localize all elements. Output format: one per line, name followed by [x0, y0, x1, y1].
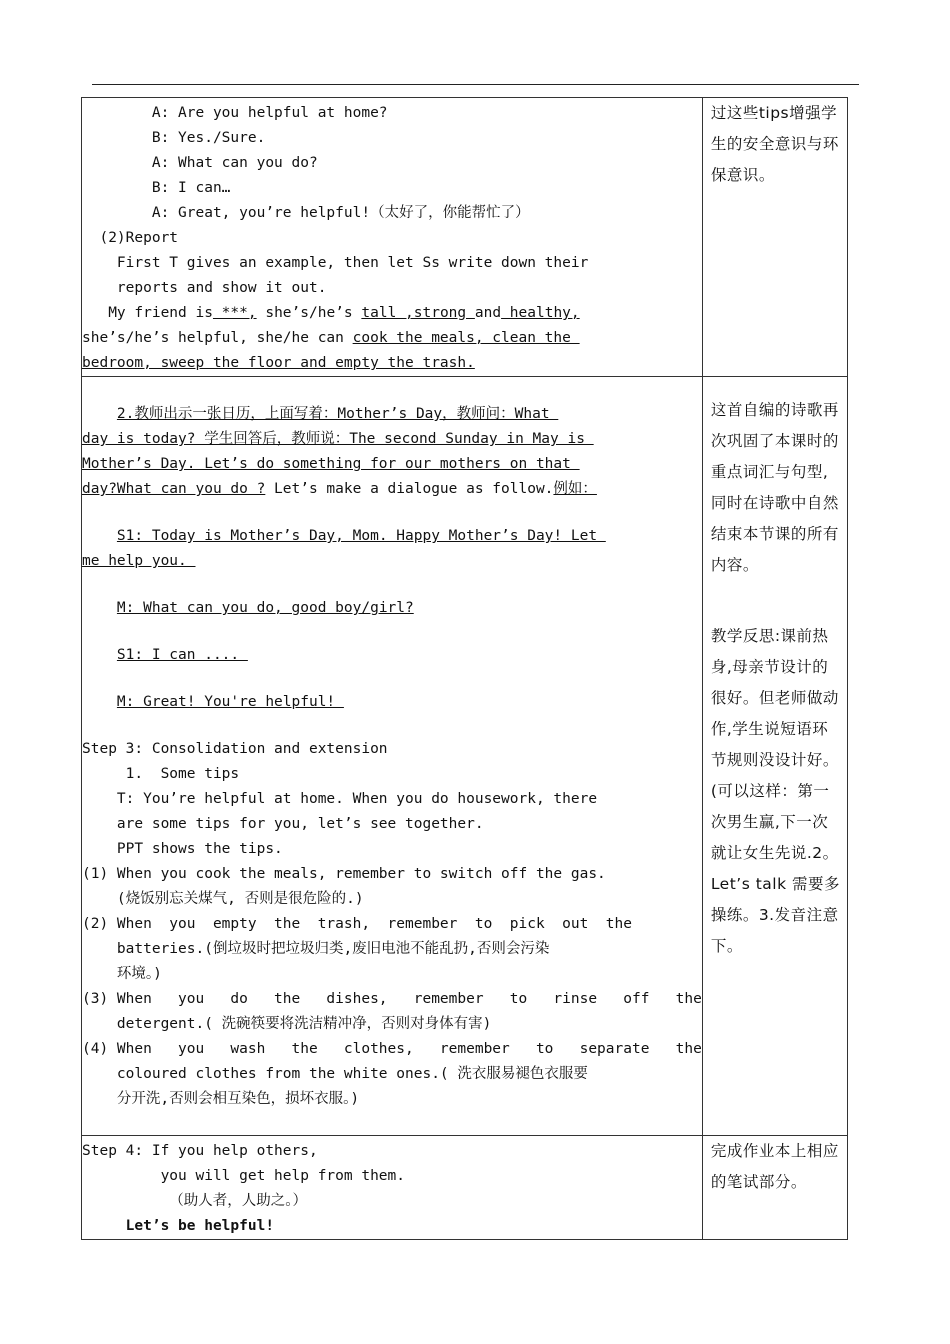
text-line: 1. Some tips — [82, 766, 240, 782]
text-line: PPT shows the tips. — [82, 841, 283, 857]
closing-line: Let’s be helpful! — [82, 1218, 275, 1234]
text-line: (2)Report — [82, 230, 179, 246]
report-example-line: My friend is ***, she’s/he’s tall ,strong and healthy, — [82, 305, 580, 321]
text-line: detergent.( 洗碗筷要将洗洁精冲净，否则对身体有害) — [82, 1016, 492, 1032]
text-line: (烧饭别忘关煤气, 否则是很危险的.) — [82, 891, 364, 907]
dialogue-line: M: What can you do, good boy/girl? — [116, 600, 414, 616]
table-row — [82, 98, 848, 377]
text-line: 2.教师出示一张日历，上面写着：Mother’s Day，教师问：What — [116, 406, 559, 422]
note-text: 这首自编的诗歌再次巩固了本课时的重点词汇与句型,同时在诗歌中自然结束本节课的所有内容。 — [710, 401, 839, 574]
text-line: B: Yes./Sure. — [82, 130, 266, 146]
text-line: Step 3: Consolidation and extension — [82, 741, 388, 757]
text-line: （助人者，人助之。） — [82, 1193, 308, 1209]
note-cell — [702, 98, 847, 377]
report-example-line: she’s/he’s helpful, she/he can cook the meals, clean the — [82, 330, 580, 346]
text-line: B: I can… — [82, 180, 231, 196]
dialogue-line: S1: I can .... — [116, 647, 248, 663]
text-line: A: Are you helpful at home? — [82, 105, 388, 121]
dialogue-line: S1: Today is Mother’s Day, Mom. Happy Mother’s Day! Let — [116, 528, 606, 544]
text-line: Mother’s Day. Let’s do something for our mothers on that — [82, 456, 580, 472]
text-line: day is today? 学生回答后，教师说：The second Sunday in May is — [82, 431, 594, 447]
note-cell — [702, 377, 847, 1136]
table-row — [82, 1136, 848, 1240]
text-line: coloured clothes from the white ones.( 洗衣服易褪色衣服要 — [82, 1066, 588, 1082]
dialogue-line: me help you. — [82, 553, 196, 569]
text-line: batteries.(倒垃圾时把垃圾归类,废旧电池不能乱扔,否则会污染 — [82, 941, 550, 957]
header-rule — [92, 84, 859, 85]
text-line: A: Great, you’re helpful!（太好了，你能帮忙了） — [82, 205, 530, 221]
dialogue-line: M: Great! You're helpful! — [116, 694, 344, 710]
text-line: are some tips for you, let’s see together. — [82, 816, 484, 832]
text-line: Step 4: If you help others, — [82, 1143, 318, 1159]
lesson-table — [81, 97, 848, 1240]
text-line: day?What can you do ? Let’s make a dialogue as follow.例如： — [82, 481, 597, 497]
text-line: T: You’re helpful at home. When you do housework, there — [82, 791, 598, 807]
report-example-line: bedroom, sweep the floor and empty the trash. — [82, 355, 475, 371]
text-line: 分开洗,否则会相互染色，损坏衣服。) — [82, 1091, 360, 1107]
procedure-cell — [82, 98, 703, 377]
text-line: (1) When you cook the meals, remember to switch off the gas. — [82, 866, 606, 882]
note-text: 过这些tips增强学生的安全意识与环保意识。 — [710, 104, 839, 184]
text-line: (4) When you wash the clothes, remember to separate the — [82, 1041, 702, 1057]
text-line: reports and show it out. — [82, 280, 327, 296]
note-cell — [702, 1136, 847, 1240]
text-line: First T gives an example, then let Ss write down their — [82, 255, 589, 271]
text-line: (3) When you do the dishes, remember to rinse off the — [82, 991, 702, 1007]
procedure-cell — [82, 377, 703, 1136]
text-line: 环境。) — [82, 966, 162, 982]
text-line: you will get help from them. — [82, 1168, 406, 1184]
teaching-reflection: 教学反思:课前热身,母亲节设计的很好。但老师做动作,学生说短语环节规则没设计好。(可以这样：第一次男生赢,下一次就让女生先说.2。 Let’s talk 需要多操练。3.发音注意下。 — [710, 627, 841, 955]
procedure-cell — [82, 1136, 703, 1240]
note-text: 完成作业本上相应的笔试部分。 — [710, 1142, 839, 1191]
table-row — [82, 377, 848, 1136]
text-line: (2) When you empty the trash, remember to pick out the — [82, 916, 632, 932]
text-line: A: What can you do? — [82, 155, 318, 171]
